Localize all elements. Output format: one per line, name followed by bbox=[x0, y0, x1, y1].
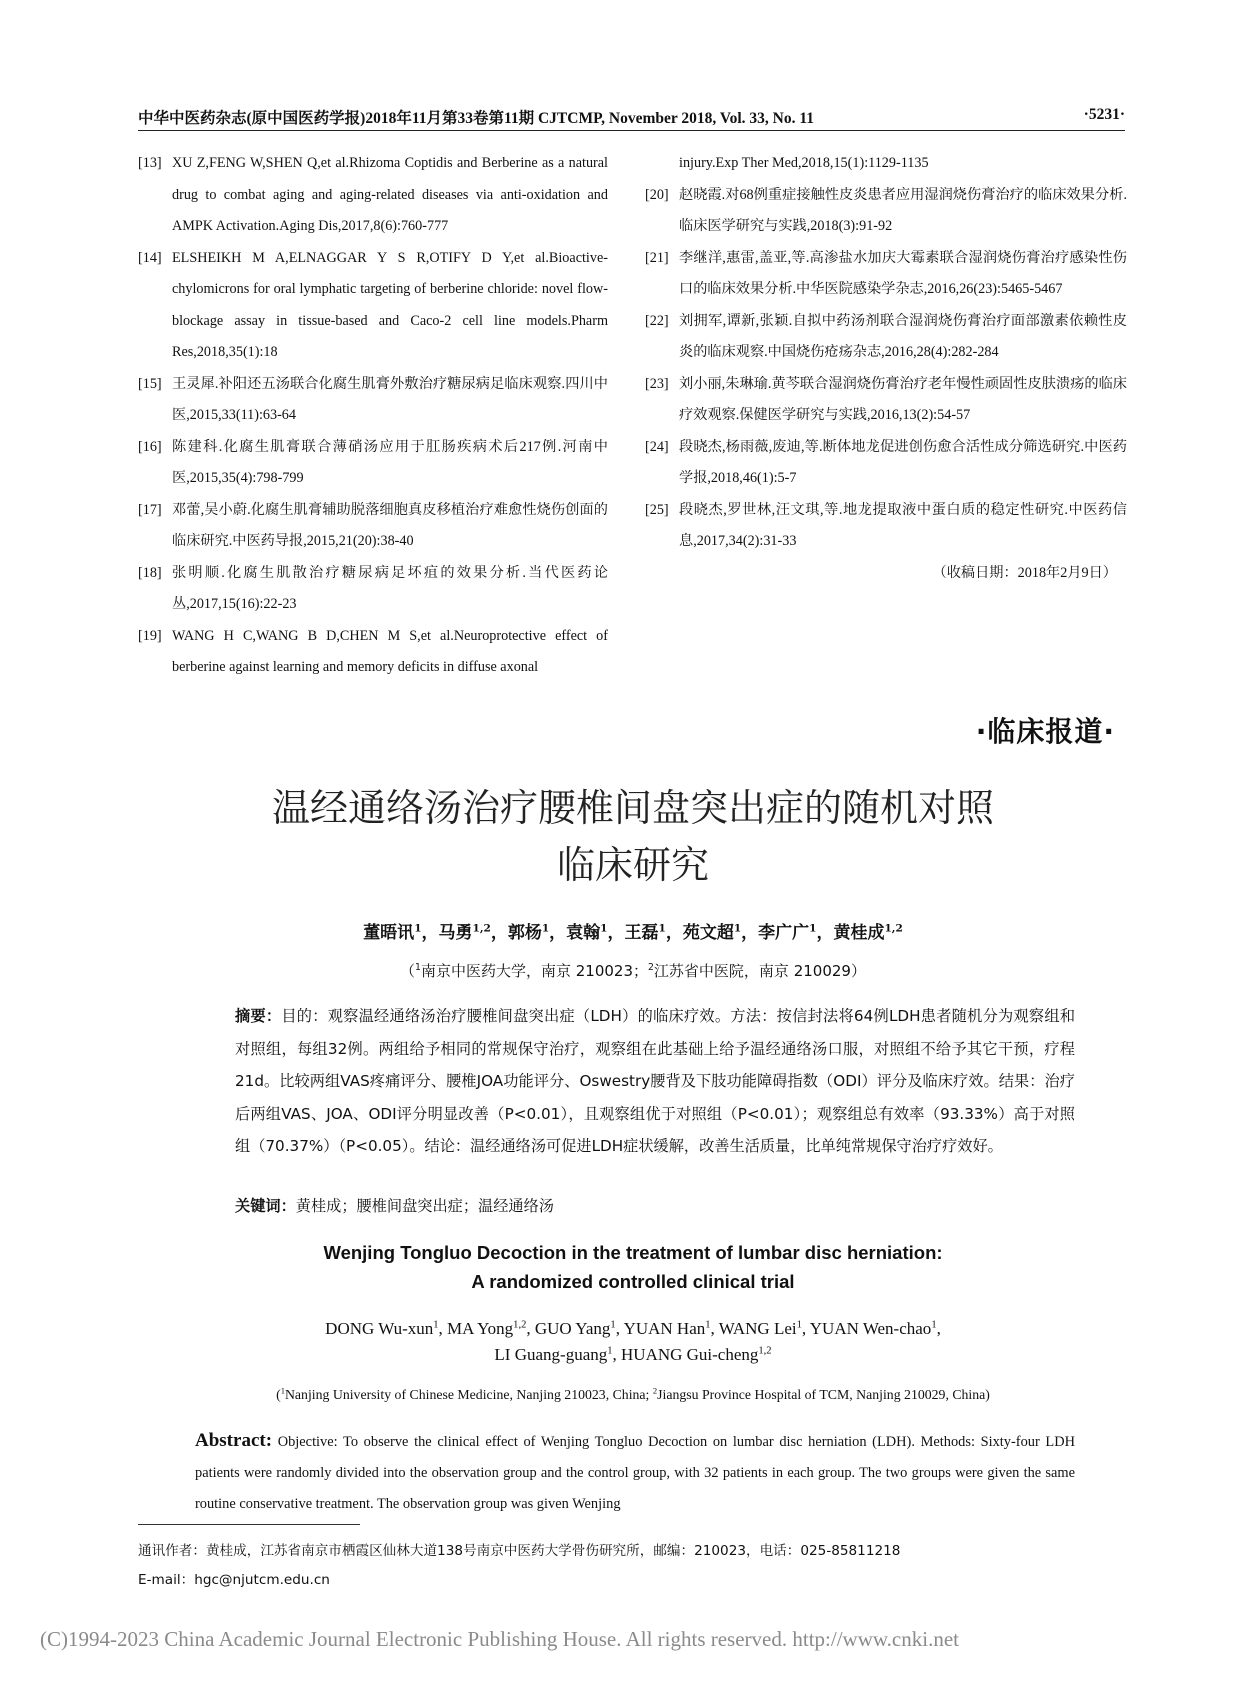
author-affiliation-mark: 1,2 bbox=[758, 1345, 772, 1357]
reference-text: 陈建科.化腐生肌膏联合薄硝汤应用于肛肠疾病术后217例.河南中医,2015,35(4):798-799 bbox=[172, 438, 608, 486]
footnote-divider bbox=[138, 1524, 360, 1525]
author-affiliation-mark: 1 bbox=[600, 922, 608, 935]
affiliation-en-open: ( bbox=[276, 1387, 281, 1402]
abstract-en bbox=[195, 1425, 1075, 1520]
reference-text: ELSHEIKH M A,ELNAGGAR Y S R,OTIFY D Y,et al.Bioactive-chylomicrons for oral lymphatic targeting of berberine chloride: novel flow-blockage assay in tissue-based and Caco-2 cell line models.Pharm Res,2018,35(1):18 bbox=[172, 249, 608, 360]
reference-text: 刘小丽,朱琳瑜.黄芩联合湿润烧伤膏治疗老年慢性顽固性皮肤溃疡的临床疗效观察.保健医学研究与实践,2016,13(2):54-57 bbox=[679, 375, 1127, 423]
reference-item bbox=[138, 432, 608, 495]
reference-number: [20] bbox=[645, 186, 669, 203]
abstract-zh-text: 目的：观察温经通络汤治疗腰椎间盘突出症（LDH）的临床疗效。方法：按信封法将64例LDH患者随机分为观察组和对照组，每组32例。两组给予相同的常规保守治疗，观察组在此基础上给予温经通络汤口服，对照组不给予其它干预，疗程21d。比较两组VAS疼痛评分、腰椎JOA功能评分、Oswestry腰背及下肢功能障碍指数（ODI）评分及临床疗效。结果：治疗后两组VAS、JOA、ODI评分明显改善（P<0.01），且观察组优于对照组（P<0.01）；观察组总有效率（93.33%）高于对照组（70.37%）（P<0.05）。结论：温经通络汤可促进LDH症状缓解，改善生活质量，比单纯常规保守治疗疗效好。 bbox=[235, 1007, 1076, 1155]
author-name: 苑文超 bbox=[682, 923, 734, 943]
reference-text: WANG H C,WANG B D,CHEN M S,et al.Neuroprotective effect of berberine against learning and memory deficits in diffuse axonal bbox=[172, 627, 608, 675]
author-affiliation-mark: 1 bbox=[658, 922, 666, 935]
author-affiliation-mark: 1,2 bbox=[513, 1319, 527, 1331]
page-number: ·5231· bbox=[1083, 106, 1125, 123]
title-en-line-1: Wenjing Tongluo Decoction in the treatment of lumbar disc herniation: bbox=[323, 1242, 943, 1263]
reference-item bbox=[138, 621, 608, 684]
footnote bbox=[138, 1537, 1128, 1595]
reference-text: 赵晓霞.对68例重症接触性皮炎患者应用湿润烧伤膏治疗的临床效果分析.临床医学研究与实践,2018(3):91-92 bbox=[679, 186, 1127, 234]
author-name: MA Yong bbox=[447, 1319, 514, 1338]
reference-number: [21] bbox=[645, 249, 669, 266]
abstract-en-label: Abstract: bbox=[195, 1430, 273, 1451]
references-left-column bbox=[138, 148, 608, 684]
author-name: YUAN Han bbox=[623, 1319, 706, 1338]
author-name: 袁翰 bbox=[566, 923, 601, 943]
author-affiliation-mark: 1 bbox=[541, 922, 550, 935]
affiliation-zh-sup-1: 1 bbox=[415, 962, 421, 973]
reference-text: 段晓杰,罗世林,汪文琪,等.地龙提取液中蛋白质的稳定性研究.中医药信息,2017,34(2):31-33 bbox=[679, 501, 1127, 549]
author-name: GUO Yang bbox=[534, 1319, 611, 1338]
affiliation-en-sup-2: 2 bbox=[652, 1385, 658, 1396]
keywords-zh-label: 关键词： bbox=[235, 1197, 296, 1215]
reference-number: [23] bbox=[645, 375, 669, 392]
author-affiliation-mark: 1 bbox=[796, 1319, 802, 1331]
affiliation-en-part-2: Jiangsu Province Hospital of TCM, Nanjing 210029, China bbox=[657, 1387, 986, 1402]
reference-number: [13] bbox=[138, 155, 162, 171]
reference-item bbox=[645, 243, 1127, 306]
author-affiliation-mark: 1 bbox=[433, 1319, 439, 1331]
reference-item bbox=[138, 495, 608, 558]
reference-text: 李继洋,惠雷,盖亚,等.高渗盐水加庆大霉素联合湿润烧伤膏治疗感染性伤口的临床效果分析.中华医院感染学杂志,2016,26(23):5465-5467 bbox=[679, 249, 1127, 297]
author-name: LI Guang-guang bbox=[494, 1345, 608, 1364]
author-name: WANG Lei bbox=[718, 1319, 797, 1338]
affiliation-en bbox=[138, 1387, 1128, 1403]
section-tag: ·临床报道· bbox=[975, 715, 1115, 748]
author-affiliation-mark: 1 bbox=[414, 922, 422, 935]
reference-text: 王灵犀.补阳还五汤联合化腐生肌膏外敷治疗糖尿病足临床观察.四川中医,2015,33(11):63-64 bbox=[172, 375, 608, 423]
reference-number: [16] bbox=[138, 438, 162, 455]
abstract-zh bbox=[235, 1000, 1075, 1163]
reference-number: [17] bbox=[138, 501, 162, 518]
abstract-en-text: Objective: To observe the clinical effect of Wenjing Tongluo Decoction on lumbar disc herniation (LDH). Methods: Sixty-four LDH patients were randomly divided into the observation group and the control group, with 32 patients in each group. The two groups were given the same routine conservative treatment. The observation group was given Wenjing bbox=[195, 1434, 1076, 1512]
reference-item bbox=[645, 369, 1127, 432]
affiliation-zh-open: （ bbox=[400, 962, 416, 980]
reference-item bbox=[645, 495, 1127, 558]
correspondence-note: 通讯作者：黄桂成，江苏省南京市栖霞区仙林大道138号南京中医药大学骨伤研究所，邮编：210023，电话：025-85811218 bbox=[138, 1543, 901, 1559]
journal-header-text: 中华中医药杂志(原中国医药学报)2018年11月第33卷第11期 CJTCMP, November 2018, Vol. 33, No. 11 bbox=[138, 110, 814, 127]
author-name: 黄桂成 bbox=[833, 923, 885, 943]
reference-number: [14] bbox=[138, 249, 162, 266]
reference-item bbox=[138, 558, 608, 621]
affiliation-zh-part-2: 江苏省中医院，南京 210029） bbox=[653, 962, 866, 980]
reference-text: 段晓杰,杨雨薇,废迪,等.断体地龙促进创伤愈合活性成分筛选研究.中医药学报,2018,46(1):5-7 bbox=[679, 438, 1127, 486]
author-name: 王磊 bbox=[624, 923, 659, 943]
author-name: 董晤讯 bbox=[363, 923, 415, 943]
reference-text: 邓蕾,吴小蔚.化腐生肌膏辅助脱落细胞真皮移植治疗难愈性烧伤创面的临床研究.中医药导报,2015,21(20):38-40 bbox=[172, 501, 608, 549]
reference-item bbox=[645, 180, 1127, 243]
reference-text: XU Z,FENG W,SHEN Q,et al.Rhizoma Coptidis and Berberine as a natural drug to combat aging and aging-related diseases via anti-oxidation and AMPK Activation.Aging Dis,2017,8(6):760-777 bbox=[172, 155, 608, 234]
keywords-zh bbox=[235, 1195, 1075, 1216]
keywords-zh-text: 黄桂成；腰椎间盘突出症；温经通络汤 bbox=[295, 1197, 554, 1215]
title-en-line-2: A randomized controlled clinical trial bbox=[471, 1271, 795, 1292]
affiliation-en-part-1: Nanjing University of Chinese Medicine, Nanjing 210023, China; bbox=[284, 1387, 653, 1402]
article-title-zh bbox=[138, 780, 1128, 894]
reference-item bbox=[138, 243, 608, 369]
running-header bbox=[138, 100, 1125, 131]
reference-item bbox=[645, 306, 1127, 369]
author-affiliation-mark: 1 bbox=[607, 1345, 613, 1357]
reference-number: [24] bbox=[645, 438, 669, 455]
title-zh-line-2: 临床研究 bbox=[556, 843, 709, 887]
copyright-notice: (C)1994-2023 China Academic Journal Electronic Publishing House. All rights reserved. http://www.cnki.net bbox=[40, 1627, 959, 1651]
authors-en-line-2: LI Guang-guang$^1$, HUANG Gui-cheng$^{1,2}$ bbox=[494, 1345, 772, 1364]
affiliation-zh-sup-2: 2 bbox=[648, 962, 654, 973]
author-affiliation-mark: 1,2 bbox=[884, 922, 903, 935]
author-name: HUANG Gui-cheng bbox=[621, 1345, 759, 1364]
author-affiliation-mark: 1 bbox=[610, 1319, 616, 1331]
reference-text: 刘拥军,谭新,张颖.自拟中药汤剂联合湿润烧伤膏治疗面部激素依赖性皮炎的临床观察.中国烧伤疮疡杂志,2016,28(4):282-284 bbox=[679, 312, 1127, 360]
reference-number: [15] bbox=[138, 375, 162, 392]
author-affiliation-mark: 1 bbox=[809, 922, 817, 935]
author-name: DONG Wu-xun bbox=[325, 1319, 434, 1338]
references-right-column bbox=[645, 148, 1127, 589]
article-title-en bbox=[138, 1238, 1128, 1296]
authors-zh: 董晤讯$^1$，马勇$^{1,2}$，郭杨$^1$，袁翰$^1$，王磊$^1$，苑文超$^1$，李广广$^1$，黄桂成$^{1,2}$ bbox=[363, 922, 903, 943]
reference-number: [22] bbox=[645, 312, 669, 329]
author-name: 郭杨 bbox=[507, 923, 542, 943]
authors-en-line-1: DONG Wu-xun$^1$, MA Yong$^{1,2}$, GUO Yang$^1$, YUAN Han$^1$, WANG Lei$^1$, YUAN Wen-chao$^1$, bbox=[325, 1319, 941, 1338]
author-affiliation-mark: 1 bbox=[931, 1319, 937, 1331]
author-name: 马勇 bbox=[438, 923, 473, 943]
title-zh-line-1: 温经通络汤治疗腰椎间盘突出症的随机对照 bbox=[271, 786, 994, 830]
affiliation-en-close: ) bbox=[985, 1387, 990, 1402]
reference-number: [25] bbox=[645, 501, 669, 518]
authors-en bbox=[138, 1316, 1128, 1368]
received-date: （收稿日期：2018年2月9日） bbox=[932, 564, 1117, 581]
abstract-zh-label: 摘要： bbox=[235, 1007, 282, 1025]
reference-item bbox=[138, 369, 608, 432]
affiliation-zh-part-1: 南京中医药大学，南京 210023； bbox=[420, 962, 648, 980]
reference-item bbox=[645, 432, 1127, 495]
reference-text: 张明顺.化腐生肌散治疗糖尿病足坏疽的效果分析.当代医药论丛,2017,15(16):22-23 bbox=[172, 564, 608, 612]
email-note: E-mail：hgc@njutcm.edu.cn bbox=[138, 1572, 330, 1588]
reference-continuation: injury.Exp Ther Med,2018,15(1):1129-1135 bbox=[679, 155, 929, 171]
reference-number: [18] bbox=[138, 564, 162, 581]
reference-number: [19] bbox=[138, 627, 162, 644]
author-name: YUAN Wen-chao bbox=[809, 1319, 932, 1338]
author-name: 李广广 bbox=[758, 923, 810, 943]
affiliation-en-sup-1: 1 bbox=[280, 1385, 285, 1396]
author-affiliation-mark: 1 bbox=[705, 1319, 711, 1331]
author-affiliation-mark: 1,2 bbox=[472, 922, 491, 935]
affiliation-zh bbox=[138, 960, 1128, 981]
reference-item bbox=[138, 148, 608, 243]
author-affiliation-mark: 1 bbox=[733, 922, 742, 935]
